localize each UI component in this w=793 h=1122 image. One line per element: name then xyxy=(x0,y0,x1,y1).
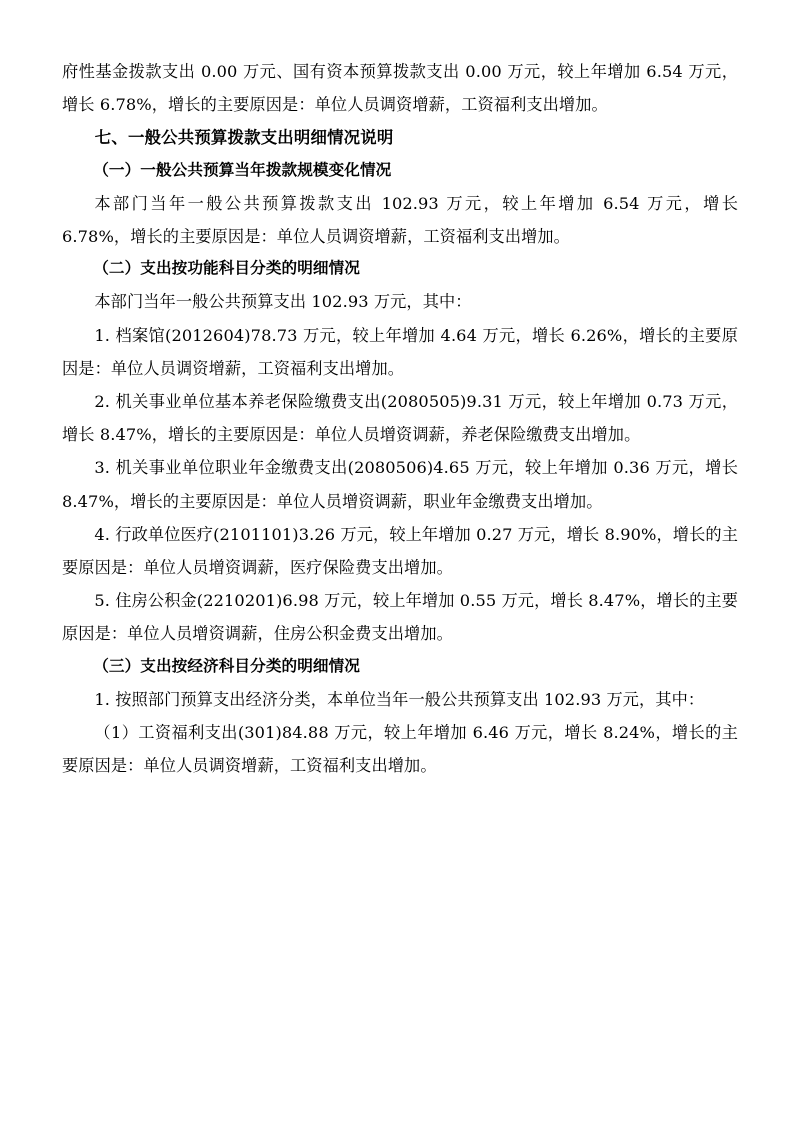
list-item-basic-pension: 2. 机关事业单位基本养老保险缴费支出(2080505)9.31 万元，较上年增加 0.73 万元，增长 8.47%，增长的主要原因是：单位人员增资调薪，养老保险缴费支出增加。 xyxy=(62,391,738,445)
list-item-archives: 1. 档案馆(2012604)78.73 万元，较上年增加 4.64 万元，增长 6.26%，增长的主要原因是：单位人员调资增薪，工资福利支出增加。 xyxy=(62,325,738,378)
section-heading-seven: 七、一般公共预算拨款支出明细情况说明 xyxy=(94,128,394,148)
paragraph-continued-fund-allocation: 府性基金拨款支出 0.00 万元、国有资本预算拨款支出 0.00 万元，较上年增加 6.54 万元，增长 6.78%，增长的主要原因是：单位人员调资增薪，工资福利支出增加。 xyxy=(62,62,738,115)
list-item-housing-fund: 5. 住房公积金(2210201)6.98 万元，较上年增加 0.55 万元，增长 8.47%，增长的主要原因是：单位人员增资调薪，住房公积金费支出增加。 xyxy=(62,591,738,644)
subsection-heading-three: （三）支出按经济科目分类的明细情况 xyxy=(93,656,360,675)
subsection-heading-two: （二）支出按功能科目分类的明细情况 xyxy=(93,259,360,278)
document-body xyxy=(62,55,738,782)
list-item-salary-welfare: （1）工资福利支出(301)84.88 万元，较上年增加 6.46 万元，增长 8.24%，增长的主要原因是：单位人员调资增薪，工资福利支出增加。 xyxy=(62,722,738,775)
subsection-heading-one: （一）一般公共预算当年拨款规模变化情况 xyxy=(93,161,392,180)
list-item-occupational-annuity: 3. 机关事业单位职业年金缴费支出(2080506)4.65 万元，较上年增加 0.36 万元，增长 8.47%，增长的主要原因是：单位人员增资调薪，职业年金缴费支出增加。 xyxy=(62,458,738,511)
paragraph-economic-classification: 1. 按照部门预算支出经济分类，本单位当年一般公共预算支出 102.93 万元，其中： xyxy=(94,689,705,709)
paragraph-functional-total: 本部门当年一般公共预算支出 102.93 万元，其中： xyxy=(94,292,472,312)
list-item-administrative-medical: 4. 行政单位医疗(2101101)3.26 万元，较上年增加 0.27 万元，增长 8.90%，增长的主要原因是：单位人员增资调薪，医疗保险费支出增加。 xyxy=(62,524,738,577)
paragraph-allocation-scale: 本部门当年一般公共预算拨款支出 102.93 万元，较上年增加 6.54 万元，增长 6.78%，增长的主要原因是：单位人员调资增薪，工资福利支出增加。 xyxy=(62,193,738,247)
